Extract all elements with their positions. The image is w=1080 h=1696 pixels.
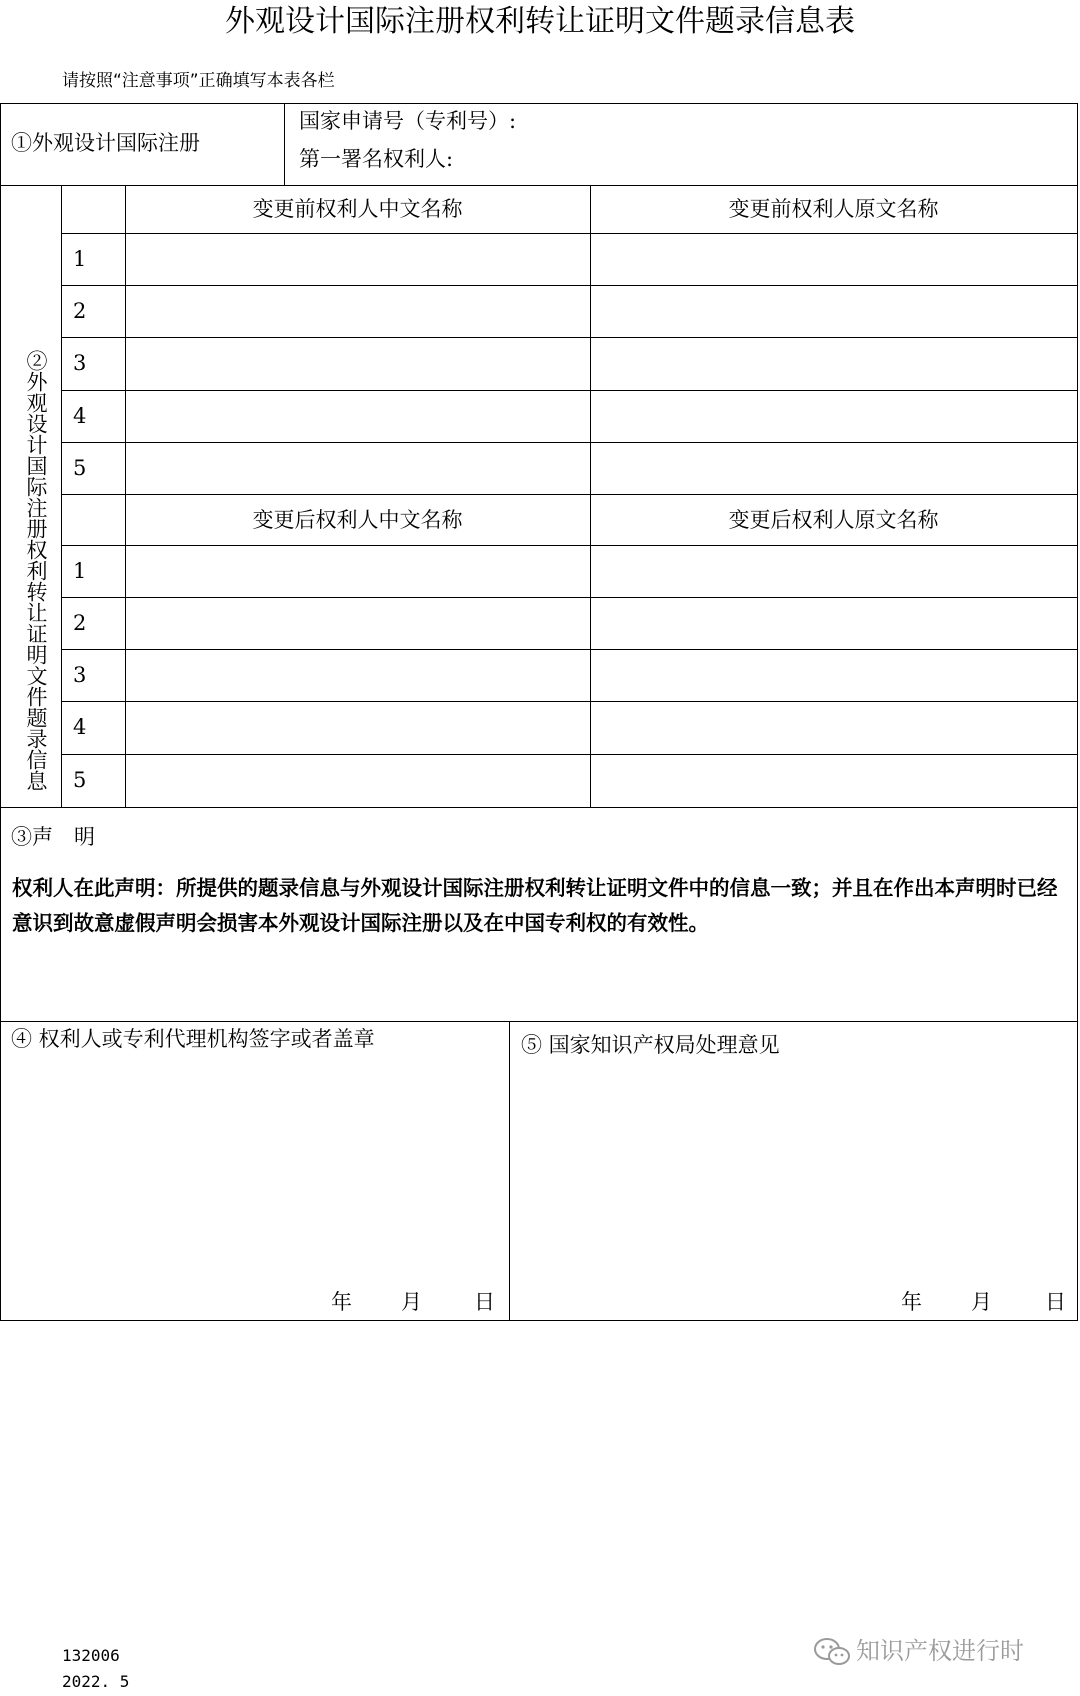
signature-month-label: 月 [401, 1290, 422, 1314]
before-orig-name-cell[interactable] [590, 442, 1077, 494]
cnipa-opinion-label: ⑤ 国家知识产权局处理意见 [521, 1033, 780, 1057]
after-cn-header: 变更后权利人中文名称 [252, 508, 463, 532]
declaration-label: ③声 明 [11, 825, 95, 849]
before-row-number: 1 [73, 247, 87, 271]
after-cn-name-cell[interactable] [125, 649, 590, 701]
after-row-number: 5 [73, 768, 87, 792]
instruction-text: 请按照“注意事项”正确填写本表各栏 [62, 71, 335, 91]
before-orig-header: 变更前权利人原文名称 [728, 197, 939, 221]
after-row-number: 3 [73, 663, 87, 687]
after-orig-name-cell[interactable] [590, 597, 1077, 649]
before-row-number: 5 [73, 456, 87, 480]
before-row-number: 3 [73, 351, 87, 375]
after-orig-name-cell[interactable] [590, 545, 1077, 597]
after-row-number: 1 [73, 559, 87, 583]
after-orig-header: 变更后权利人原文名称 [728, 508, 939, 532]
signature-year-label: 年 [331, 1290, 352, 1314]
after-orig-name-cell[interactable] [590, 754, 1077, 807]
watermark-text: 知识产权进行时 [856, 1637, 1024, 1665]
section1-label: ①外观设计国际注册 [11, 131, 200, 155]
section2-vertical-label: ②外观设计国际注册权利转让证明文件题录信息 [24, 350, 48, 791]
before-row-number: 2 [73, 299, 87, 323]
form-version-date: 2022. 5 [62, 1672, 130, 1691]
application-number-label: 国家申请号（专利号）: [299, 109, 517, 133]
before-orig-name-cell[interactable] [590, 285, 1077, 337]
after-cn-name-cell[interactable] [125, 701, 590, 754]
after-orig-name-cell[interactable] [590, 701, 1077, 754]
before-cn-name-cell[interactable] [125, 442, 590, 494]
after-cn-name-cell[interactable] [125, 597, 590, 649]
before-orig-name-cell[interactable] [590, 337, 1077, 390]
after-cn-name-cell[interactable] [125, 545, 590, 597]
opinion-year-label: 年 [901, 1290, 922, 1314]
before-orig-name-cell[interactable] [590, 390, 1077, 442]
after-cn-name-cell[interactable] [125, 754, 590, 807]
before-row-number: 4 [73, 404, 87, 428]
before-cn-header: 变更前权利人中文名称 [252, 197, 463, 221]
first-owner-label: 第一署名权利人: [299, 147, 454, 171]
opinion-month-label: 月 [971, 1290, 992, 1314]
opinion-day-label: 日 [1045, 1290, 1066, 1314]
before-cn-name-cell[interactable] [125, 337, 590, 390]
form-table [0, 103, 1078, 1321]
after-row-number: 4 [73, 715, 87, 739]
signature-day-label: 日 [474, 1290, 495, 1314]
wechat-icon [812, 1636, 852, 1668]
after-row-number: 2 [73, 611, 87, 635]
form-code: 132006 [62, 1646, 120, 1665]
after-orig-name-cell[interactable] [590, 649, 1077, 701]
before-cn-name-cell[interactable] [125, 233, 590, 285]
before-cn-name-cell[interactable] [125, 285, 590, 337]
before-cn-name-cell[interactable] [125, 390, 590, 442]
declaration-text: 权利人在此声明：所提供的题录信息与外观设计国际注册权利转让证明文件中的信息一致；并且在作出本声明时已经意识到故意虚假声明会损害本外观设计国际注册以及在中国专利权的有效性。 [12, 876, 1058, 935]
page-title: 外观设计国际注册权利转让证明文件题录信息表 [225, 4, 855, 39]
signature-label: ④ 权利人或专利代理机构签字或者盖章 [11, 1027, 375, 1051]
before-orig-name-cell[interactable] [590, 233, 1077, 285]
